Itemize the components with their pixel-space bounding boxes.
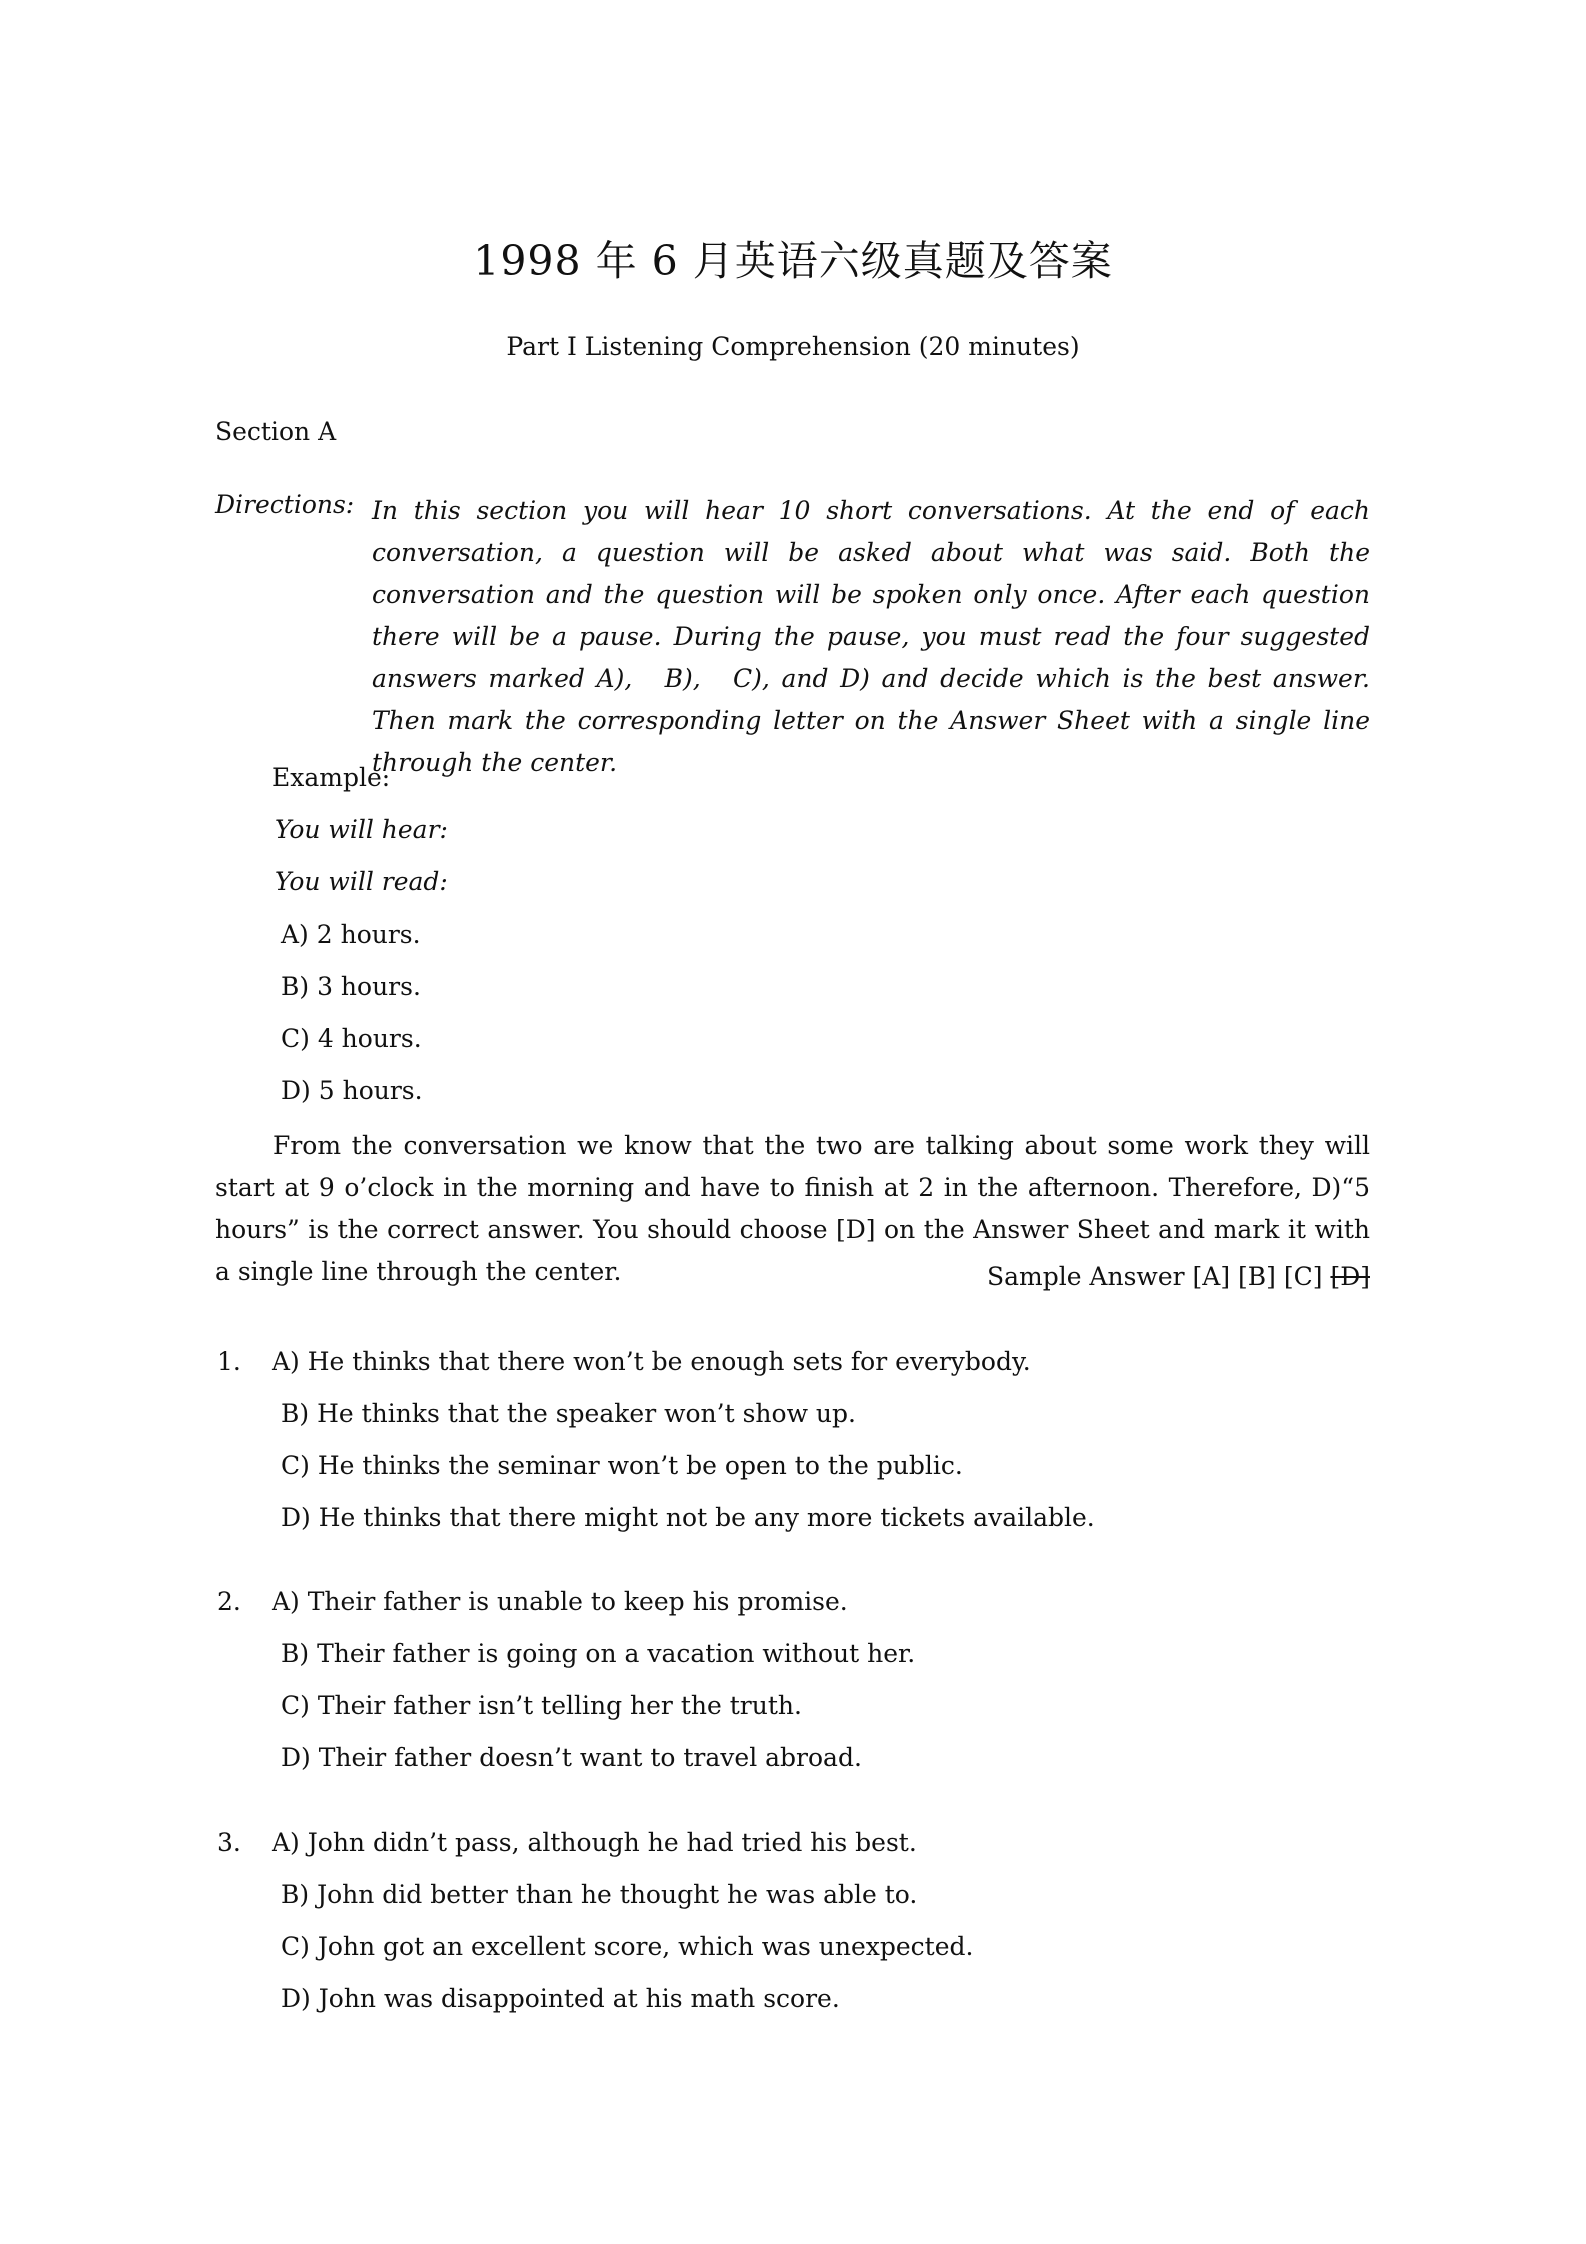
question-number: 2.: [217, 1587, 241, 1616]
directions-label: Directions:: [215, 490, 355, 519]
question-option: B) Their father is going on a vacation without her.: [281, 1639, 916, 1668]
sample-answer-prefix: Sample Answer [A] [B] [C]: [986, 1262, 1331, 1291]
example-hear: You will hear:: [275, 815, 448, 844]
question-number: 3.: [217, 1828, 241, 1857]
question-option: A) Their father is unable to keep his promise.: [272, 1587, 848, 1616]
question-option: B) He thinks that the speaker won’t show up.: [281, 1399, 856, 1428]
example-option: B) 3 hours.: [281, 972, 421, 1001]
question-option: C) Their father isn’t telling her the truth.: [281, 1691, 802, 1720]
example-option: C) 4 hours.: [281, 1024, 422, 1053]
question-option: C) John got an excellent score, which was unexpected.: [281, 1932, 974, 1961]
question-option: D) Their father doesn’t want to travel abroad.: [281, 1743, 862, 1772]
question-option: D) He thinks that there might not be any more tickets available.: [281, 1503, 1095, 1532]
sample-answer-marked: [D]: [1330, 1262, 1370, 1291]
page-title: 1998 年 6 月英语六级真题及答案: [473, 237, 1113, 285]
example-explanation: From the conversation we know that the two are talking about some work they will start at 9 o’clock in the morning and have to finish at 2 in the afternoon. Therefore, D)“5 hours” is the correct answer. You should choose [D] on the Answer Sheet and mark it with a single line through the center.: [215, 1131, 1370, 1286]
example-read: You will read:: [275, 867, 448, 896]
question-option: A) He thinks that there won’t be enough sets for everybody.: [272, 1347, 1031, 1376]
question-option: D) John was disappointed at his math score.: [281, 1984, 840, 2013]
example-option: A) 2 hours.: [281, 920, 421, 949]
question-option: B) John did better than he thought he was able to.: [281, 1880, 918, 1909]
sample-answer: [987, 1262, 1370, 1291]
example-option: D) 5 hours.: [281, 1076, 423, 1105]
part-heading: Part I Listening Comprehension (20 minutes): [506, 332, 1080, 361]
question-option: A) John didn’t pass, although he had tried his best.: [272, 1828, 917, 1857]
example-label: Example:: [272, 763, 391, 792]
directions-text: In this section you will hear 10 short conversations. At the end of each conversation, a question will be asked about what was said. Both the conversation and the question will be spoken only once. After each question there will be a pause. During the pause, you must read the four suggested answers marked A), B), C), and D) and decide which is the best answer. Then mark the corresponding letter on the Answer Sheet with a single line through the center.: [372, 496, 1370, 777]
question-number: 1.: [217, 1347, 241, 1376]
question-option: C) He thinks the seminar won’t be open to the public.: [281, 1451, 963, 1480]
section-heading: Section A: [215, 417, 337, 446]
